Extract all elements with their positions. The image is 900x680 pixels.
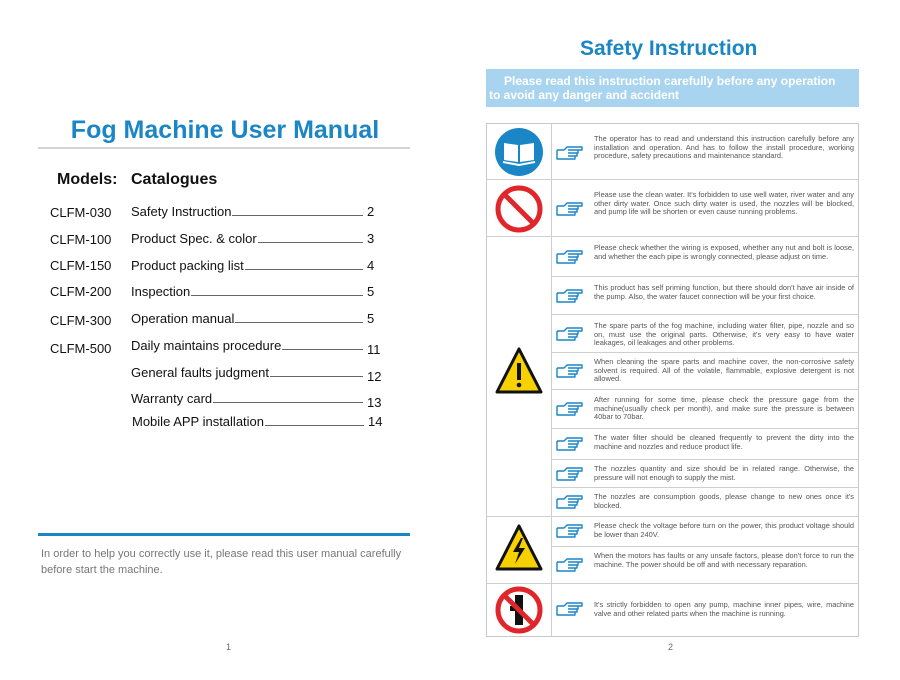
toc-leader [245,269,363,270]
instruction-row [552,277,859,315]
toc-label: Inspection [131,284,191,299]
instruction-text: The nozzles quantity and size should be in related range. Otherwise, the pressure will not enough to supply the mist. [594,464,854,482]
intro-text [41,546,421,578]
instruction-text: This product has self priming function, but there should don't have air inside of the pump. Also, the water faucet connection will be your first choice. [594,283,854,301]
icon-cell [486,584,552,637]
pointing-hand-icon [556,289,584,305]
instruction-row [552,429,859,460]
toc-entry[interactable] [131,258,381,273]
instruction-text: The spare parts of the fog machine, including water filter, pipe, nozzle and so on, must use the original parts. Otherwise, it's very easy to have water leakages, oil leakages and other problems. [594,321,854,348]
instruction-row [552,517,859,547]
instruction-row [552,237,859,277]
toc-entry[interactable] [131,284,381,299]
bottom-divider [38,533,410,536]
toc-page: 12 [367,369,382,384]
manual-title: Fog Machine User Manual [70,116,380,144]
toc-leader [213,402,363,403]
toc-page: 11 [367,342,381,357]
toc-label: Operation manual [131,311,235,326]
safety-title: Safety Instruction [580,37,758,60]
toc-page: 2 [367,204,375,219]
instruction-text: Please check the voltage before turn on the power, this product voltage should be lower than 240V. [594,521,854,539]
instruction-text: The nozzles are consumption goods, please change to new ones once it's blocked. [594,492,854,510]
pointing-hand-icon [556,602,584,618]
instruction-row [552,488,859,517]
warning-exclamation-icon [486,237,552,517]
pointing-hand-icon [556,524,584,540]
instruction-row [552,390,859,429]
toc-page: 13 [367,395,382,410]
toc-entry[interactable] [132,414,382,429]
instruction-text: When the motors has faults or any unsafe factors, please don't force to run the machine. The power should be off and with necessary reparation. [594,551,854,569]
banner-line: to avoid any danger and accident [489,88,680,102]
model-item: CLFM-300 [50,313,112,328]
pointing-hand-icon [556,364,584,380]
model-item: CLFM-030 [50,205,112,220]
pointing-hand-icon [556,437,584,453]
icon-cell [486,237,552,517]
instruction-row [552,315,859,353]
pointing-hand-icon [556,402,584,418]
instruction-row [552,460,859,488]
pointing-hand-icon [556,327,584,343]
toc-leader [258,242,363,243]
page-number: 1 [226,642,232,652]
toc-leader [235,322,363,323]
icon-cell [486,124,552,180]
electric-hazard-icon [486,517,552,584]
model-item: CLFM-100 [50,232,112,247]
toc-entry[interactable] [131,391,382,410]
toc-entry[interactable] [131,365,382,384]
instruction-text: After running for some time, please check the pressure gage from the machine(usually check per month), and make sure the pressure is between 40bar to 70bar. [594,395,854,422]
toc-entry[interactable] [131,311,381,326]
toc-label: Mobile APP installation [132,414,265,429]
toc-page: 14 [368,414,383,429]
instruction-text: When cleaning the spare parts and machine cover, the non-corrosive safety solvent is required. All of the volatile, flammable, explosive detergent is not allowed. [594,357,854,384]
toc-leader [282,349,363,350]
toc-label: Safety Instruction [131,204,232,219]
instruction-row [552,547,859,584]
toc-label: Warranty card [131,391,213,406]
toc-leader [270,376,363,377]
pointing-hand-icon [556,250,584,266]
toc-label: Product packing list [131,258,244,273]
page-number: 2 [668,642,674,652]
pointing-hand-icon [556,558,584,574]
intro-line: In order to help you correctly use it, please read this user manual carefully [41,548,402,560]
catalogues-heading: Catalogues [131,171,218,188]
instruction-text: The operator has to read and understand this instruction carefully before any installation and operation. And has to follow the install procedure, working procedure, safety precautions and maintenance standard. [594,134,854,161]
toc-leader [265,425,364,426]
toc-page: 3 [367,231,375,246]
instruction-row [552,584,859,637]
toc-leader [232,215,363,216]
toc-label: Daily maintains procedure [131,338,282,353]
toc-page: 5 [367,311,375,326]
icon-cell [486,517,552,584]
icon-cell [486,180,552,237]
toc-page: 5 [367,284,375,299]
instruction-text: Please use the clean water. It's forbidden to use well water, river water and any other dirty water. Once such dirty water is used, the nozzles will be blocked, and pump life will be shorten or even cause running problems. [594,190,854,217]
pointing-hand-icon [556,495,584,511]
toc-page: 4 [367,258,375,273]
no-open-icon [486,584,552,637]
instruction-text: Please check whether the wiring is exposed, whether any nut and bolt is loose, and whether the each pipe is wrongly connected, please adjust on time. [594,243,854,261]
pointing-hand-icon [556,146,584,162]
manual-read-icon [486,124,552,180]
warning-banner [486,69,859,107]
instruction-text: It's strictly forbidden to open any pump, machine inner pipes, wire, machine valve and other related parts when the machine is running. [594,600,854,618]
toc-leader [191,295,363,296]
banner-line: Please read this instruction carefully before any operation [504,74,836,88]
model-item: CLFM-200 [50,284,112,299]
toc-entry[interactable] [131,338,381,357]
intro-line: before start the machine. [41,564,163,576]
title-divider [38,147,410,149]
instruction-row [552,124,859,180]
model-item: CLFM-150 [50,258,112,273]
instruction-row [552,353,859,390]
instruction-text: The water filter should be cleaned frequently to prevent the dirty into the machine and nozzles and reduce product life. [594,433,854,451]
toc-label: Product Spec. & color [131,231,257,246]
models-heading: Models: [57,171,118,188]
toc-entry[interactable] [131,231,381,246]
toc-entry[interactable] [131,204,381,219]
pointing-hand-icon [556,467,584,483]
model-item: CLFM-500 [50,341,112,356]
toc-label: General faults judgment [131,365,270,380]
instruction-row [552,180,859,237]
pointing-hand-icon [556,202,584,218]
prohibition-icon [486,180,552,237]
